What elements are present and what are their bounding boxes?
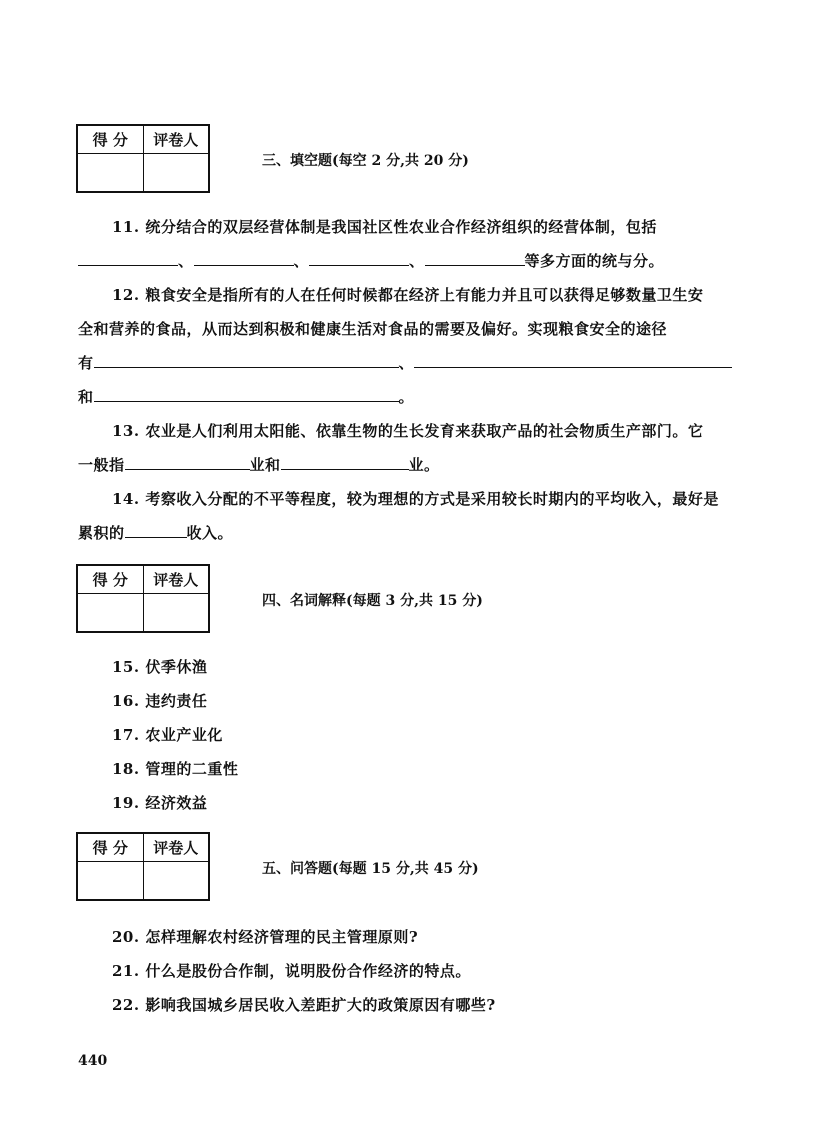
answer-blank[interactable] <box>414 354 732 368</box>
suffix: 业。 <box>408 456 440 474</box>
score-cell <box>77 594 143 633</box>
question-12-line3 <box>78 352 732 373</box>
section-title-qa: 五、问答题(每题 15 分,共 45 分) <box>262 861 479 877</box>
question-11-tail: 等多方面的统与分。 <box>524 252 665 270</box>
term-item: 19. 经济效益 <box>112 794 208 812</box>
question-14-line1: 14. 考察收入分配的不平等程度，较为理想的方式是采用较长时期内的平均收入，最好是 <box>112 490 719 508</box>
suffix: 收入。 <box>186 524 234 542</box>
answer-blank[interactable] <box>94 354 399 368</box>
grader-cell <box>143 154 209 193</box>
question-14-line2 <box>78 522 233 543</box>
answer-blank[interactable] <box>94 388 399 402</box>
score-label: 得 分 <box>77 565 143 594</box>
question-13-line2 <box>78 454 440 475</box>
question-11-line1: 11. 统分结合的双层经营体制是我国社区性农业合作经济组织的经营体制，包括 <box>112 218 657 236</box>
question-12-line4 <box>78 386 414 407</box>
score-box <box>76 564 210 633</box>
separator: 、 <box>293 252 310 270</box>
answer-blank[interactable] <box>425 252 525 266</box>
question-12-line1: 12. 粮食安全是指所有的人在任何时候都在经济上有能力并且可以获得足够数量卫生安 <box>112 286 704 304</box>
answer-blank[interactable] <box>125 524 187 538</box>
score-label: 得 分 <box>77 125 143 154</box>
grader-cell <box>143 862 209 901</box>
question-11-line2 <box>78 250 664 271</box>
question-12-line2: 全和营养的食品，从而达到积极和健康生活对食品的需要及偏好。实现粮食安全的途径 <box>78 320 668 338</box>
answer-blank[interactable] <box>78 252 178 266</box>
separator: 、 <box>409 252 425 270</box>
score-cell <box>77 862 143 901</box>
term-item: 15. 伏季休渔 <box>112 658 208 676</box>
prefix: 有 <box>78 354 94 372</box>
answer-blank[interactable] <box>194 252 294 266</box>
term-item: 16. 违约责任 <box>112 692 208 710</box>
grader-label: 评卷人 <box>143 125 209 154</box>
prefix: 和 <box>78 388 94 406</box>
question-item: 22. 影响我国城乡居民收入差距扩大的政策原因有哪些? <box>112 996 496 1014</box>
term-item: 17. 农业产业化 <box>112 726 223 744</box>
question-item: 20. 怎样理解农村经济管理的民主管理原则? <box>112 928 419 946</box>
grader-label: 评卷人 <box>143 565 209 594</box>
section-title-fill-blank: 三、填空题(每空 2 分,共 20 分) <box>262 153 469 169</box>
score-box <box>76 124 210 193</box>
grader-cell <box>143 594 209 633</box>
separator: 、 <box>178 252 194 270</box>
mid: 业和 <box>249 456 281 474</box>
suffix: 。 <box>398 388 415 406</box>
answer-blank[interactable] <box>125 456 250 470</box>
answer-blank[interactable] <box>309 252 409 266</box>
score-box <box>76 832 210 901</box>
prefix: 一般指 <box>78 456 125 474</box>
score-cell <box>77 154 143 193</box>
question-item: 21. 什么是股份合作制，说明股份合作经济的特点。 <box>112 962 471 980</box>
answer-blank[interactable] <box>281 456 409 470</box>
term-item: 18. 管理的二重性 <box>112 760 239 778</box>
score-label: 得 分 <box>77 833 143 862</box>
prefix: 累积的 <box>78 524 125 542</box>
page-number: 440 <box>78 1053 108 1069</box>
separator: 、 <box>398 354 415 372</box>
grader-label: 评卷人 <box>143 833 209 862</box>
question-13-line1: 13. 农业是人们利用太阳能、依靠生物的生长发育来获取产品的社会物质生产部门。它 <box>112 422 704 440</box>
section-title-terms: 四、名词解释(每题 3 分,共 15 分) <box>262 593 483 609</box>
